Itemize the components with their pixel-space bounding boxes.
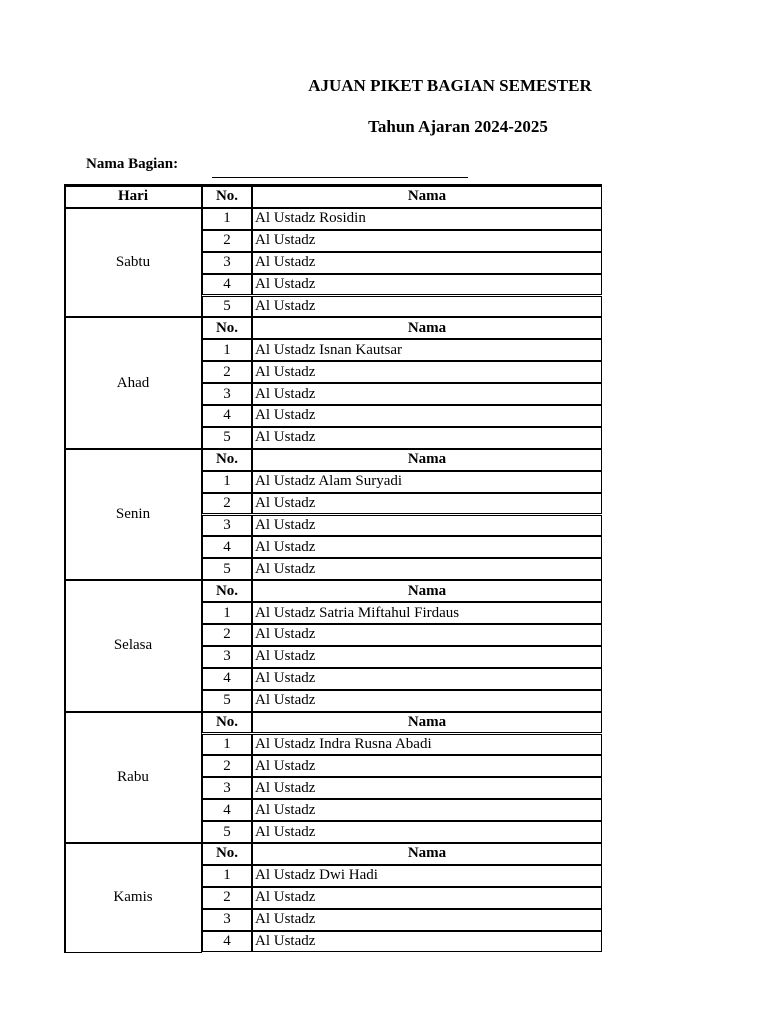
row-nama[interactable]: Al Ustadz Dwi Hadi	[252, 865, 602, 887]
day-label: Selasa	[64, 580, 202, 711]
row-nama[interactable]: Al Ustadz	[252, 690, 602, 712]
header-no: No.	[202, 712, 252, 734]
header-no: No.	[202, 186, 252, 208]
row-nama[interactable]: Al Ustadz Alam Suryadi	[252, 471, 602, 493]
header-nama: Nama	[252, 186, 602, 208]
row-number: 5	[202, 690, 252, 712]
row-nama[interactable]: Al Ustadz	[252, 405, 602, 427]
nama-bagian-blank-line[interactable]	[212, 177, 468, 178]
page-subtitle: Tahun Ajaran 2024-2025	[368, 117, 548, 136]
day-label: Ahad	[64, 317, 202, 448]
row-nama[interactable]: Al Ustadz	[252, 558, 602, 580]
row-nama[interactable]: Al Ustadz	[252, 536, 602, 558]
day-label: Kamis	[64, 843, 202, 953]
row-nama[interactable]: Al Ustadz	[252, 668, 602, 690]
row-nama[interactable]: Al Ustadz	[252, 383, 602, 405]
header-hari: Hari	[64, 186, 202, 208]
row-nama[interactable]: Al Ustadz	[252, 646, 602, 668]
row-number: 2	[202, 624, 252, 646]
row-number: 5	[202, 296, 252, 318]
day-label: Sabtu	[64, 208, 202, 318]
row-nama[interactable]: Al Ustadz	[252, 252, 602, 274]
row-number: 5	[202, 558, 252, 580]
row-nama[interactable]: Al Ustadz	[252, 493, 602, 515]
row-number: 3	[202, 252, 252, 274]
row-number: 4	[202, 668, 252, 690]
row-nama[interactable]: Al Ustadz Indra Rusna Abadi	[252, 734, 602, 756]
row-number: 1	[202, 602, 252, 624]
row-nama[interactable]: Al Ustadz	[252, 296, 602, 318]
row-nama[interactable]: Al Ustadz Rosidin	[252, 208, 602, 230]
row-nama[interactable]: Al Ustadz	[252, 274, 602, 296]
row-nama[interactable]: Al Ustadz	[252, 755, 602, 777]
row-nama[interactable]: Al Ustadz	[252, 821, 602, 843]
row-nama[interactable]: Al Ustadz Isnan Kautsar	[252, 339, 602, 361]
row-number: 4	[202, 405, 252, 427]
row-number: 4	[202, 799, 252, 821]
row-nama[interactable]: Al Ustadz	[252, 799, 602, 821]
row-number: 1	[202, 208, 252, 230]
row-nama[interactable]: Al Ustadz	[252, 361, 602, 383]
header-nama: Nama	[252, 843, 602, 865]
row-number: 4	[202, 931, 252, 953]
row-number: 4	[202, 274, 252, 296]
header-nama: Nama	[252, 317, 602, 339]
header-no: No.	[202, 317, 252, 339]
row-nama[interactable]: Al Ustadz	[252, 624, 602, 646]
day-label: Senin	[64, 449, 202, 580]
row-number: 1	[202, 339, 252, 361]
row-number: 3	[202, 646, 252, 668]
header-nama: Nama	[252, 449, 602, 471]
row-number: 3	[202, 909, 252, 931]
row-number: 3	[202, 777, 252, 799]
row-nama[interactable]: Al Ustadz	[252, 887, 602, 909]
header-no: No.	[202, 449, 252, 471]
row-nama[interactable]: Al Ustadz	[252, 230, 602, 252]
row-number: 1	[202, 865, 252, 887]
row-number: 1	[202, 471, 252, 493]
row-number: 1	[202, 734, 252, 756]
table-left-border	[64, 184, 66, 953]
row-nama[interactable]: Al Ustadz Satria Miftahul Firdaus	[252, 602, 602, 624]
row-nama[interactable]: Al Ustadz	[252, 777, 602, 799]
row-nama[interactable]: Al Ustadz	[252, 909, 602, 931]
row-nama[interactable]: Al Ustadz	[252, 427, 602, 449]
row-number: 5	[202, 821, 252, 843]
row-number: 3	[202, 383, 252, 405]
row-nama[interactable]: Al Ustadz	[252, 515, 602, 537]
row-number: 2	[202, 887, 252, 909]
header-no: No.	[202, 580, 252, 602]
row-nama[interactable]: Al Ustadz	[252, 931, 602, 953]
row-number: 2	[202, 361, 252, 383]
header-nama: Nama	[252, 712, 602, 734]
row-number: 2	[202, 230, 252, 252]
header-nama: Nama	[252, 580, 602, 602]
header-no: No.	[202, 843, 252, 865]
table-top-border	[64, 184, 602, 186]
page-title: AJUAN PIKET BAGIAN SEMESTER	[308, 76, 592, 95]
row-number: 2	[202, 493, 252, 515]
row-number: 2	[202, 755, 252, 777]
row-number: 4	[202, 536, 252, 558]
nama-bagian-label: Nama Bagian:	[86, 156, 179, 172]
row-number: 5	[202, 427, 252, 449]
day-label: Rabu	[64, 712, 202, 843]
row-number: 3	[202, 515, 252, 537]
